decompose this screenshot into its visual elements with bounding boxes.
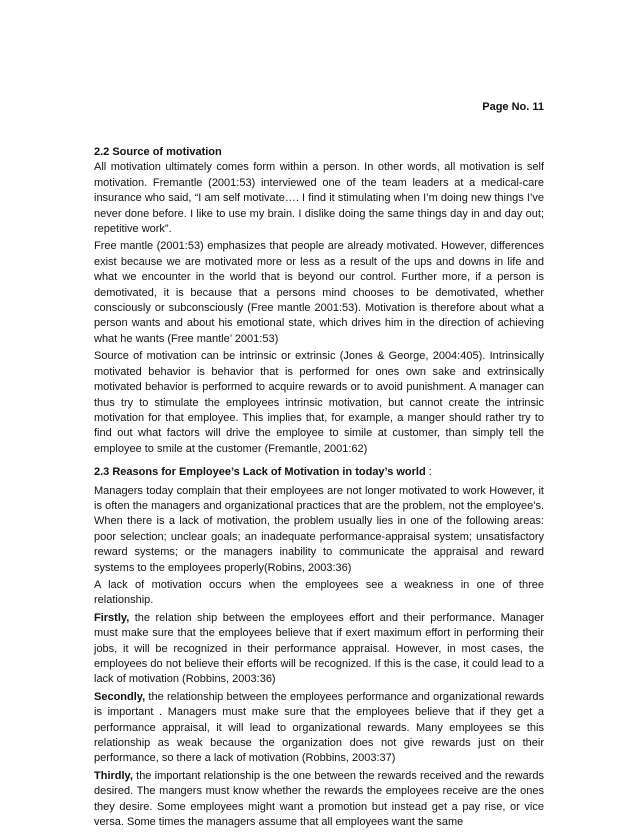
point-lead: Firstly, <box>94 611 130 624</box>
paragraph: A lack of motivation occurs when the employees see a weakness in one of three relationship. <box>94 578 544 607</box>
section-heading-2-3 <box>94 465 544 480</box>
page-number: Page No. 11 <box>482 101 544 113</box>
point-thirdly <box>94 769 544 831</box>
point-lead: Thirdly, <box>94 769 133 782</box>
point-firstly <box>94 611 544 688</box>
point-text: the relation ship between the employees effort and their performance. Manager must make sure that the employees believe that if exert maximum effort in performing their jobs, it will be recognized in their performance appraisal. However, in most cases, the employees do not believe their efforts will be recognized. If this is the case, it could lead to a lack of motivation (Robbins, 2003:36) <box>94 611 544 686</box>
section-heading-2-3-suffix: : <box>425 466 432 479</box>
paragraph: All motivation ultimately comes form within a person. In other words, all motivation is self motivation. Fremantle (2001:53) interviewed one of the team leaders at a medical-care insurance who said, “I am self motivate…. I find it stimulating when I’m doing new things I’ve never done before. I like to use my brain. I dislike doing the same things day in and day out; repetitive work”. <box>94 161 544 236</box>
section-heading-2-3-text: 2.3 Reasons for Employee’s Lack of Motivation in today’s world <box>94 466 426 479</box>
section-heading-2-2: 2.2 Source of motivation <box>94 146 222 158</box>
paragraph: Free mantle (2001:53) emphasizes that people are already motivated. However, differences exist because we are motivated more or less as a result of the ups and downs in life and what we encounter in the world that is beyond our control. Further more, if a person is demotivated, it is because that a persons mind chooses to be demotivated, whether consciously or subconsciously (Free mantle 2001:53). Motivation is therefore about what a person wants and about his emotional state, which drives him in the direction of achieving what he wants (Free mantle’ 2001:53) <box>94 240 544 345</box>
point-lead: Secondly, <box>94 690 146 703</box>
point-secondly <box>94 690 544 767</box>
paragraph: Source of motivation can be intrinsic or extrinsic (Jones & George, 2004:405). Intrinsically motivated behavior is behavior that is performed for ones own sake and extrinsically motivated behavior is performed to acquire rewards or to avoid punishment. A manager can thus try to stimulate the employees intrinsic motivation, but cannot create the intrinsic motivation for that employee. This implies that, for example, a manger should rather try to find out what factors will drive the employee to simile at customer, than simply tell the employee to smile at the customer (Fremantle, 2001:62) <box>94 350 544 455</box>
paragraph: Managers today complain that their employees are not longer motivated to work However, it is often the managers and organizational practices that are the problem, not the employee’s. When there is a lack of motivation, the problem usually lies in one of the following areas: poor selection; unclear goals; an inadequate performance-appraisal system; unsatisfactory reward systems; or the managers inability to communicate the appraisal and reward systems to the employees properly(Robins, 2003:36) <box>94 484 544 574</box>
point-text: the relationship between the employees performance and organizational rewards is important . Managers must make sure that the employees believe that if they get a performance appraisal, it will lead to organizational rewards. Many employees se this relationship as weak because the organization does not give rewards just on their performance, so there a lack of motivation (Robbins, 2003:37) <box>94 690 544 765</box>
document-body <box>94 145 544 832</box>
point-text: the important relationship is the one between the rewards received and the rewards desired. The mangers must know whether the rewards the employees receive are the ones they desire. Some employees might want a promotion but instead get a pay rise, or vice versa. Some times the managers assume that all employees want the same <box>94 769 544 829</box>
